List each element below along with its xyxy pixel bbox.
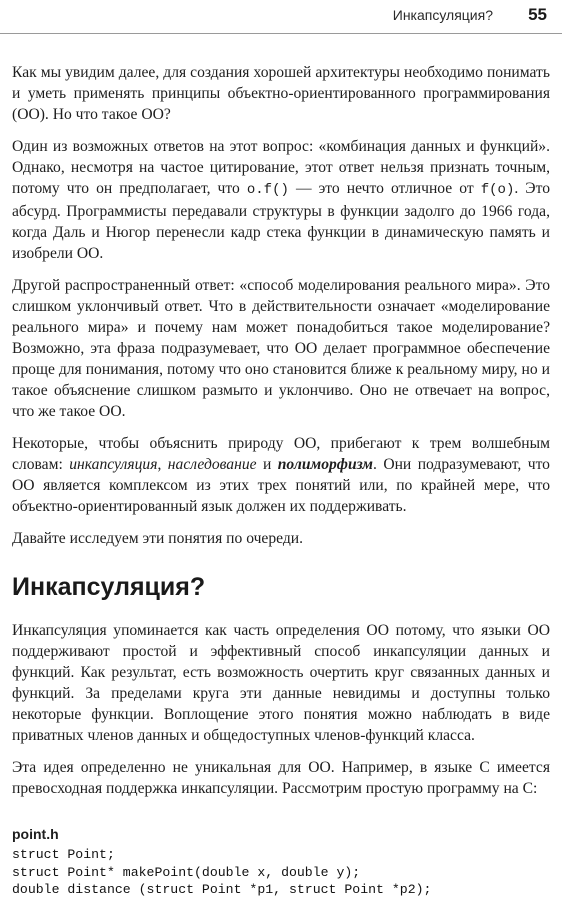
- text-run: ,: [157, 456, 168, 473]
- inline-code: o.f(): [246, 182, 289, 198]
- page-content: [12, 62, 550, 899]
- code-line: struct Point* makePoint(double x, double y);: [12, 864, 361, 880]
- term-polymorphism: полиморфизм: [277, 456, 373, 473]
- text-run: . Они подразумевают, что ОО является комплексом из этих трех понятий или, по крайней мере, что объектно-ориентированный язык должен их поддерживать.: [12, 456, 550, 515]
- text-run: Один из возможных ответов на этот вопрос: «комбинация данных и функций». Однако, несмотря на частое цитирование, этот ответ нельзя признать точным, потому что он предполагает, что: [12, 138, 550, 197]
- paragraph: Другой распространенный ответ: «способ моделирования реального мира». Это слишком уклончивый ответ. Что в действительности означает «моделирование реального мира» и почему нам может понадобиться такое моделирование? Возможно, эта фраза подразумевает, что ОО делает программное обеспечение проще для понимания, потому что оно становится ближе к реальному миру, но и такое объяснение слишком размыто и уклончиво. Оно не отвечает на вопрос, что же такое ОО.: [12, 277, 550, 420]
- paragraph: [12, 136, 550, 264]
- page-number: 55: [528, 5, 547, 24]
- inline-code: f(o): [480, 182, 515, 198]
- text-run: и: [256, 456, 278, 473]
- code-line: struct Point;: [12, 847, 115, 862]
- code-listing: [12, 846, 550, 899]
- paragraph: [12, 433, 550, 517]
- running-header-title: Инкапсуляция?: [392, 7, 493, 23]
- code-listing-title: point.h: [12, 826, 59, 842]
- paragraph: Как мы увидим далее, для создания хорошей архитектуры необходимо понимать и уметь применять принципы объектно-ориентированного программирования (ОО). Но что такое ОО?: [12, 64, 550, 123]
- text-run: . Это абсурд. Программисты передавали структуры в функции задолго до 1966 года, когда Даль и Нюгор перенесли кадр стека функции в динамическую память и изобрели ОО.: [12, 180, 551, 262]
- text-run: Некоторые, чтобы объяснить природу ОО, прибегают к трем волшебным словам:: [12, 435, 550, 473]
- paragraph: Давайте исследуем эти понятия по очереди.: [12, 530, 304, 547]
- running-header: [0, 0, 562, 34]
- paragraph: Инкапсуляция упоминается как часть определения ОО потому, что языки ОО поддерживают простой и эффективный способ инкапсуляции данных и функций. Как результат, есть возможность очертить круг связанных данных и функций. За пределами круга эти данные невидимы и доступны только некоторые функции. Воплощение этого понятия можно наблюдать в виде приватных членов данных и общедоступных членов-функций класса.: [12, 622, 550, 744]
- section-heading: Инкапсуляция?: [12, 573, 206, 601]
- paragraph: Эта идея определенно не уникальная для ОО. Например, в языке С имеется превосходная поддержка инкапсуляции. Рассмотрим простую программу на С:: [12, 759, 550, 797]
- term-encapsulation: инкапсуляция: [69, 456, 158, 473]
- term-inheritance: наследование: [167, 456, 257, 473]
- text-run: — это нечто отличное от: [288, 180, 481, 197]
- code-line: double distance (struct Point *p1, struct Point *p2);: [12, 882, 432, 897]
